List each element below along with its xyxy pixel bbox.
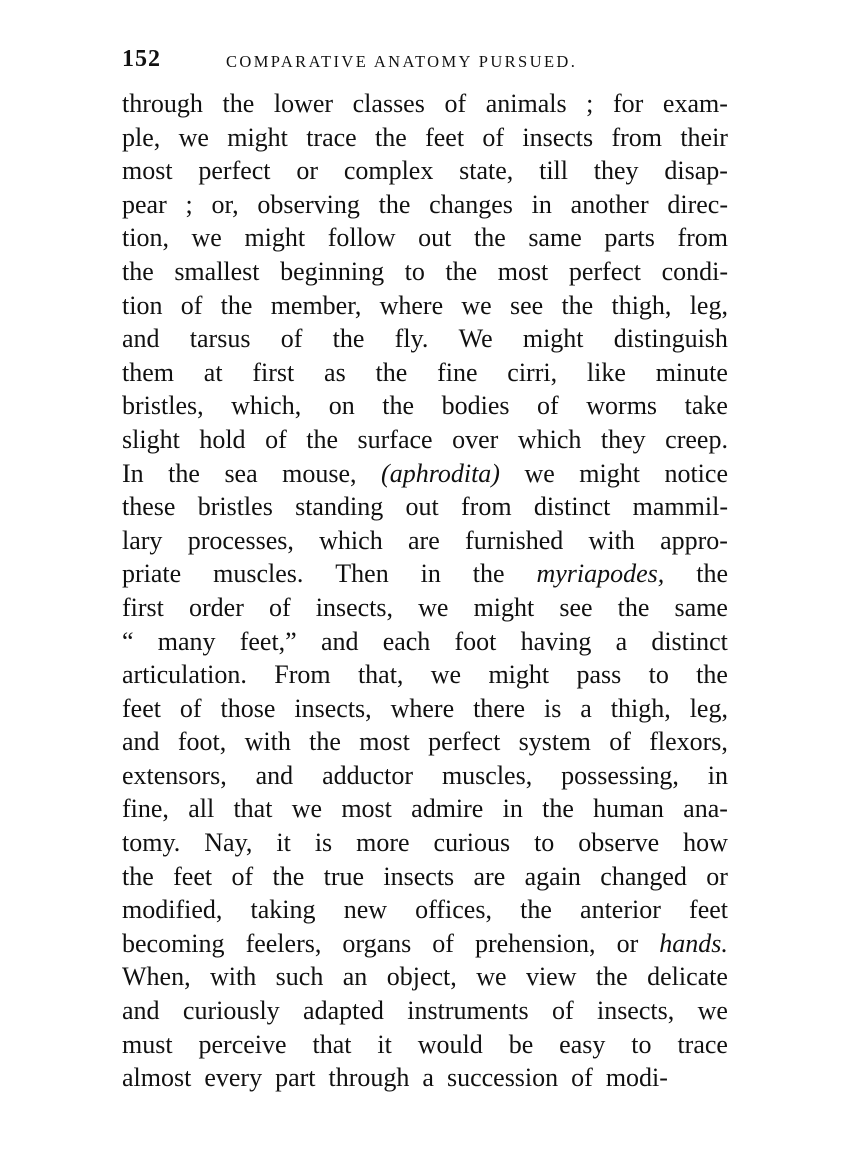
word: be: [508, 1029, 534, 1059]
word: furnished: [465, 525, 564, 555]
word: system: [518, 727, 591, 757]
word: such: [275, 962, 324, 992]
word: cirri,: [507, 357, 558, 387]
word: is: [544, 693, 562, 723]
text-line: [122, 289, 728, 323]
word: perceive: [198, 1029, 287, 1059]
word: every: [204, 1063, 263, 1093]
word: follow: [327, 223, 396, 253]
word: feet: [122, 693, 161, 723]
word: these: [122, 492, 176, 522]
word: of: [180, 290, 203, 320]
text-line: [122, 792, 728, 826]
word: offices,: [415, 895, 492, 925]
word: feelers,: [245, 928, 322, 958]
word: observing: [257, 189, 360, 219]
word: like: [586, 357, 626, 387]
word: might: [473, 592, 535, 622]
text-line: [122, 423, 728, 457]
word: possessing,: [561, 760, 679, 790]
word: thigh,: [610, 693, 671, 723]
text-line: [122, 87, 728, 121]
word: bristles: [197, 492, 273, 522]
word: they: [593, 156, 639, 186]
word: an: [342, 962, 368, 992]
word: leg,: [689, 290, 728, 320]
word: the: [472, 559, 505, 589]
word: object,: [386, 962, 457, 992]
word: we: [697, 996, 728, 1026]
word: easy: [559, 1029, 606, 1059]
word: how: [683, 828, 728, 858]
word: out: [405, 492, 439, 522]
word: of: [482, 122, 505, 152]
word: the: [696, 559, 728, 589]
word: of: [571, 1063, 593, 1093]
word: take: [684, 391, 728, 421]
word: adapted: [303, 996, 384, 1026]
word: pass: [576, 660, 622, 690]
word: the: [168, 458, 200, 488]
word: becoming: [122, 928, 225, 958]
word: creep.: [665, 424, 728, 454]
word: fine: [437, 357, 478, 387]
word: adductor: [322, 760, 414, 790]
text-line: [122, 356, 728, 390]
word: which,: [231, 391, 302, 421]
word: ;: [586, 89, 594, 118]
word: state,: [459, 156, 514, 186]
word: the: [222, 89, 255, 118]
word: condi-: [661, 256, 728, 286]
word: it: [276, 828, 291, 858]
word: and: [320, 626, 359, 656]
word: and: [122, 727, 160, 757]
text-line: [122, 625, 728, 659]
word: to: [631, 1029, 652, 1059]
word: foot,: [177, 727, 227, 757]
text-line: [122, 994, 728, 1028]
word: organs: [342, 928, 412, 958]
word: From: [274, 660, 331, 690]
word: trace: [306, 122, 357, 152]
word: for: [613, 89, 644, 118]
word: might: [579, 458, 640, 488]
word: true: [323, 861, 365, 891]
text-line: [122, 826, 728, 860]
word: delicate: [647, 962, 728, 992]
word: ana-: [683, 794, 728, 824]
word: out: [418, 223, 452, 253]
text-line: [122, 658, 728, 692]
word: foot: [454, 626, 497, 656]
word: or: [706, 861, 728, 891]
page-number: 152: [122, 46, 161, 72]
word: pear: [122, 189, 167, 219]
word: classes: [352, 89, 425, 118]
word: surface: [357, 424, 433, 454]
text-line: [122, 860, 728, 894]
word: might: [227, 122, 288, 152]
word: insects,: [294, 693, 372, 723]
word: in: [531, 189, 552, 219]
word: same: [674, 592, 728, 622]
word: new: [343, 895, 388, 925]
word: the: [122, 861, 154, 891]
word: hands.: [659, 928, 728, 958]
word: slight: [122, 424, 180, 454]
word: bodies: [441, 391, 510, 421]
word: animals: [485, 89, 567, 118]
word: instruments: [407, 996, 529, 1026]
word: the: [382, 391, 415, 421]
text-line: [122, 389, 728, 423]
word: fly.: [394, 324, 429, 354]
text-line: [122, 524, 728, 558]
word: that,: [357, 660, 404, 690]
word: a: [580, 693, 592, 723]
word: flexors,: [649, 727, 728, 757]
word: ;: [185, 189, 193, 219]
word: “: [122, 626, 134, 656]
text-line: [122, 255, 728, 289]
word: Then: [335, 559, 389, 589]
word: tomy.: [122, 828, 181, 858]
word: distinct: [651, 626, 728, 656]
word: we: [418, 592, 449, 622]
word: where: [390, 693, 455, 723]
text-line: [122, 557, 728, 591]
word: we: [476, 962, 507, 992]
text-line: [122, 927, 728, 961]
word: modi-: [605, 1063, 668, 1093]
word: would: [417, 1029, 483, 1059]
word: almost: [122, 1063, 192, 1093]
word: to: [648, 660, 669, 690]
word: priate: [122, 559, 182, 589]
word: tarsus: [189, 324, 251, 354]
word: the: [445, 256, 478, 286]
word: hold: [199, 424, 246, 454]
word: bristles,: [122, 391, 204, 421]
word: curiously: [182, 996, 280, 1026]
word: most: [122, 156, 173, 186]
word: myriapodes,: [536, 559, 665, 589]
word: and: [255, 760, 294, 790]
word: standing: [295, 492, 384, 522]
text-line: [122, 759, 728, 793]
word: of: [609, 727, 631, 757]
word: mammil-: [632, 492, 728, 522]
word: from: [677, 223, 728, 253]
word: smallest: [174, 256, 260, 286]
running-head: [122, 46, 732, 76]
word: of: [179, 693, 202, 723]
word: we: [461, 290, 492, 320]
word: minute: [655, 357, 728, 387]
word: them: [122, 357, 174, 387]
word: which: [319, 525, 383, 555]
word: most: [497, 256, 549, 286]
running-title: COMPARATIVE ANATOMY PURSUED.: [226, 52, 578, 71]
word: must: [122, 1029, 173, 1059]
word: ple,: [122, 122, 161, 152]
word: muscles,: [441, 760, 533, 790]
word: we: [524, 458, 555, 488]
word: till: [539, 156, 568, 186]
word: the: [309, 727, 341, 757]
word: taking: [250, 895, 316, 925]
word: those: [220, 693, 276, 723]
word: lary: [122, 525, 163, 555]
word: human: [593, 794, 664, 824]
word: complex: [343, 156, 434, 186]
word: there: [473, 693, 526, 723]
text-line: [122, 1028, 728, 1062]
word: of: [280, 324, 303, 354]
word: same: [528, 223, 582, 253]
word: disap-: [664, 156, 728, 186]
word: might: [522, 324, 584, 354]
word: trace: [677, 1029, 728, 1059]
word: their: [680, 122, 728, 152]
word: modified,: [122, 895, 223, 925]
word: is: [314, 828, 333, 858]
word: insects: [383, 861, 455, 891]
word: a: [615, 626, 628, 656]
word: from: [611, 122, 662, 152]
text-line: [122, 893, 728, 927]
word: processes,: [187, 525, 294, 555]
word: all: [188, 794, 215, 824]
word: sea: [224, 458, 258, 488]
text-line: [122, 1061, 728, 1095]
word: of: [231, 861, 254, 891]
word: each: [382, 626, 431, 656]
text-line: [122, 322, 728, 356]
word: and: [122, 996, 160, 1026]
word: the: [696, 660, 728, 690]
text-line: [122, 692, 728, 726]
word: the: [617, 592, 650, 622]
word: appro-: [660, 525, 728, 555]
word: member,: [270, 290, 362, 320]
word: of: [268, 592, 291, 622]
word: succession: [446, 1063, 559, 1093]
word: changes: [429, 189, 513, 219]
text-line: [122, 591, 728, 625]
word: as: [324, 357, 346, 387]
word: observe: [578, 828, 660, 858]
word: the: [220, 290, 253, 320]
word: exam-: [662, 89, 728, 118]
word: the: [306, 424, 339, 454]
word: most: [341, 794, 392, 824]
word: again: [524, 861, 581, 891]
word: feet: [689, 895, 728, 925]
body-text: [122, 87, 728, 1095]
word: We: [458, 324, 493, 354]
word: thigh,: [611, 290, 672, 320]
text-line: [122, 960, 728, 994]
word: in: [707, 760, 728, 790]
word: the: [332, 324, 365, 354]
word: prehension,: [474, 928, 596, 958]
word: or: [296, 156, 319, 186]
text-line: [122, 188, 728, 222]
word: or,: [211, 189, 239, 219]
word: to: [404, 256, 425, 286]
word: and: [122, 324, 160, 354]
word: it: [377, 1029, 392, 1059]
word: that: [312, 1029, 352, 1059]
word: of: [444, 89, 467, 118]
word: articulation.: [122, 660, 247, 690]
word: When,: [122, 962, 191, 992]
word: the: [378, 189, 411, 219]
text-line: [122, 457, 728, 491]
text-line: [122, 221, 728, 255]
word: many: [157, 626, 216, 656]
word: might: [488, 660, 550, 690]
word: extensors,: [122, 760, 227, 790]
word: leg,: [689, 693, 728, 723]
text-line: [122, 725, 728, 759]
word: first: [122, 592, 164, 622]
word: in: [502, 794, 523, 824]
word: the: [542, 794, 574, 824]
word: to: [534, 828, 555, 858]
word: of: [265, 424, 287, 454]
word: anterior: [580, 895, 661, 925]
word: on: [328, 391, 355, 421]
word: distinct: [533, 492, 611, 522]
word: worms: [586, 391, 658, 421]
word: are: [408, 525, 440, 555]
word: fine,: [122, 794, 169, 824]
word: insects,: [315, 592, 394, 622]
word: the: [375, 122, 407, 152]
word: feet: [173, 861, 213, 891]
word: see: [559, 592, 593, 622]
word: first: [252, 357, 295, 387]
word: at: [203, 357, 223, 387]
word: we: [291, 794, 323, 824]
word: In: [122, 458, 144, 488]
word: through: [122, 89, 203, 118]
word: the: [520, 895, 552, 925]
word: we: [191, 223, 222, 253]
word: distinguish: [613, 324, 728, 354]
word: are: [473, 861, 506, 891]
word: see: [509, 290, 544, 320]
word: part: [275, 1063, 316, 1093]
word: view: [525, 962, 577, 992]
text-line: [122, 490, 728, 524]
word: lower: [273, 89, 334, 118]
word: we: [430, 660, 462, 690]
word: direc-: [667, 189, 728, 219]
word: perfect: [428, 727, 501, 757]
word: feet,”: [239, 626, 297, 656]
word: with: [244, 727, 291, 757]
word: tion,: [122, 223, 169, 253]
word: a: [422, 1063, 434, 1093]
word: Nay,: [204, 828, 253, 858]
word: order: [189, 592, 244, 622]
word: another: [570, 189, 649, 219]
word: might: [244, 223, 306, 253]
word: over: [452, 424, 499, 454]
word: in: [420, 559, 441, 589]
word: insects: [522, 122, 594, 152]
word: that: [233, 794, 273, 824]
word: we: [178, 122, 209, 152]
word: with: [588, 525, 635, 555]
word: through: [328, 1063, 410, 1093]
word: (aphrodita): [381, 458, 500, 488]
word: the: [122, 256, 154, 286]
word: insects,: [596, 996, 675, 1026]
word: perfect: [198, 156, 271, 186]
word: the: [272, 861, 305, 891]
word: the: [595, 962, 628, 992]
word: from: [461, 492, 512, 522]
word: having: [520, 626, 592, 656]
word: the: [473, 223, 506, 253]
word: they: [600, 424, 646, 454]
word: more: [356, 828, 410, 858]
word: curious: [433, 828, 511, 858]
word: or: [616, 928, 639, 958]
word: muscles.: [213, 559, 304, 589]
text-line: [122, 121, 728, 155]
word: mouse,: [282, 458, 357, 488]
word: tion: [122, 290, 163, 320]
word: where: [379, 290, 444, 320]
word: changed: [600, 861, 687, 891]
word: beginning: [280, 256, 385, 286]
word: which: [517, 424, 582, 454]
word: of: [432, 928, 454, 958]
word: the: [561, 290, 594, 320]
word: perfect: [568, 256, 642, 286]
word: with: [210, 962, 257, 992]
word: notice: [664, 458, 728, 488]
word: the: [375, 357, 408, 387]
word: parts: [604, 223, 655, 253]
word: feet: [425, 122, 465, 152]
word: of: [537, 391, 559, 421]
text-line: [122, 154, 728, 188]
word: most: [359, 727, 410, 757]
word: of: [551, 996, 574, 1026]
word: admire: [411, 794, 484, 824]
